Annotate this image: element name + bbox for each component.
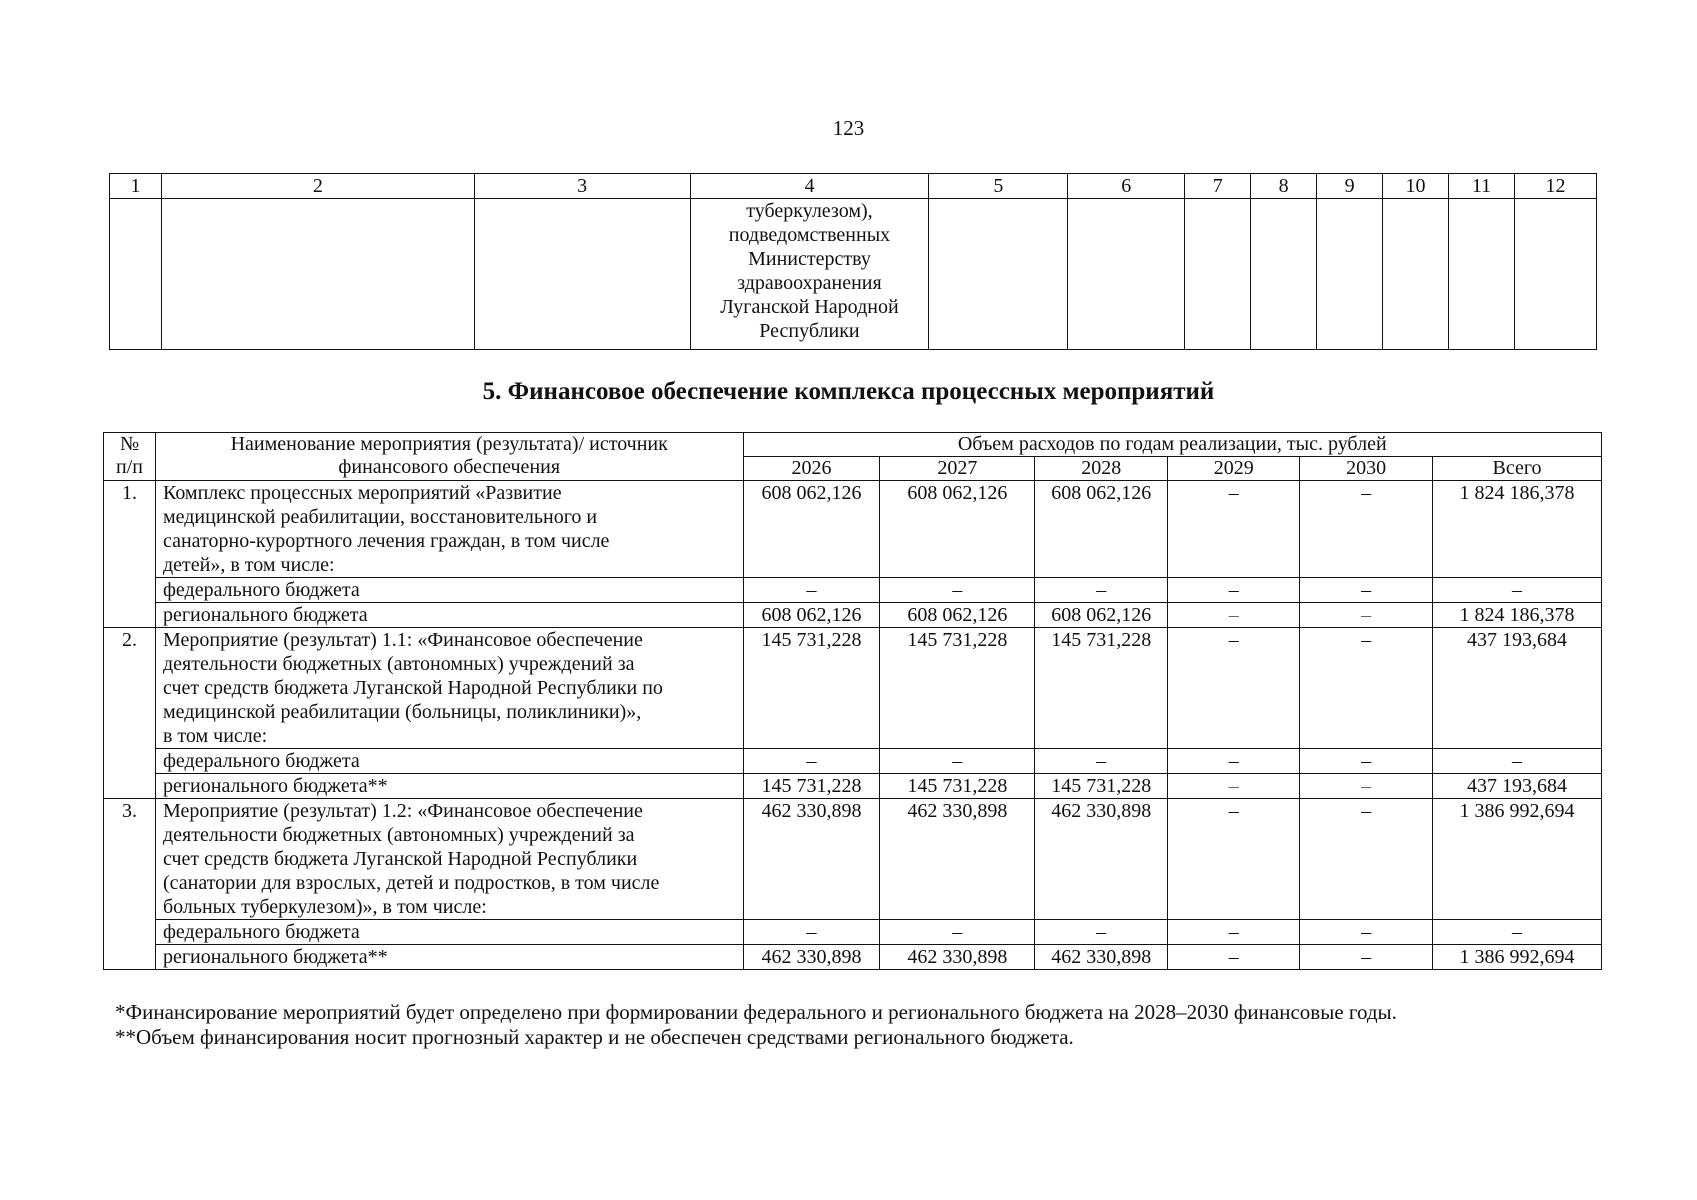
executor-cell [690, 199, 929, 350]
table-row [110, 199, 1597, 350]
value-cell: 145 731,228 [880, 628, 1035, 749]
value-cell: – [1300, 799, 1433, 920]
table-row [104, 945, 1602, 970]
table-cell [474, 199, 690, 350]
value-cell: – [1168, 749, 1300, 774]
header-line: № [119, 433, 140, 455]
text-line: Луганской Народной [720, 296, 899, 318]
value-cell: – [1300, 945, 1433, 970]
value-cell: 608 062,126 [743, 481, 880, 578]
value-cell: – [1035, 749, 1168, 774]
value-cell: 462 330,898 [743, 799, 880, 920]
year-header: 2026 [743, 457, 880, 481]
name-header [155, 433, 743, 481]
value-cell: – [1300, 920, 1433, 945]
text-line: медицинской реабилитации (больницы, поликлиники)», [162, 701, 642, 723]
text-line: Министерству [748, 248, 871, 270]
value-cell: – [1168, 920, 1300, 945]
text-line: Мероприятие (результат) 1.1: «Финансовое обеспечение [162, 629, 643, 651]
column-number: 11 [1449, 174, 1515, 199]
value-cell: – [1300, 749, 1433, 774]
total-cell: 1 824 186,378 [1433, 481, 1602, 578]
value-cell: – [743, 749, 880, 774]
value-cell: – [1168, 945, 1300, 970]
number-header [104, 433, 156, 481]
year-header: 2028 [1035, 457, 1168, 481]
value-cell: – [743, 920, 880, 945]
column-number: 9 [1317, 174, 1383, 199]
value-cell: – [1035, 920, 1168, 945]
volume-header: Объем расходов по годам реализации, тыс. рублей [743, 433, 1601, 457]
value-cell: 462 330,898 [1035, 945, 1168, 970]
source-label: федерального бюджета [155, 749, 743, 774]
total-cell: – [1433, 578, 1602, 603]
header-line: финансового обеспечения [338, 456, 561, 478]
value-cell: – [1300, 481, 1433, 578]
row-number: 3. [104, 799, 156, 970]
total-cell: – [1433, 749, 1602, 774]
total-cell: 1 386 992,694 [1433, 799, 1602, 920]
value-cell: – [1168, 774, 1300, 799]
total-cell: 1 824 186,378 [1433, 603, 1602, 628]
value-cell: – [1168, 481, 1300, 578]
column-number: 6 [1068, 174, 1185, 199]
page-number: 123 [832, 116, 865, 140]
table-row [104, 774, 1602, 799]
text-line: детей», в том числе: [162, 554, 335, 576]
value-cell: 145 731,228 [1035, 628, 1168, 749]
source-label: регионального бюджета [155, 603, 743, 628]
text-line: больных туберкулезом)», в том числе: [162, 896, 487, 918]
header-line: Наименование мероприятия (результата)/ источник [230, 433, 668, 455]
column-number: 5 [929, 174, 1068, 199]
text-line: в том числе: [162, 725, 268, 747]
value-cell: 145 731,228 [743, 628, 880, 749]
total-header: Всего [1433, 457, 1602, 481]
column-number: 1 [110, 174, 162, 199]
column-number: 7 [1185, 174, 1251, 199]
value-cell: 608 062,126 [1035, 603, 1168, 628]
source-label: федерального бюджета [155, 578, 743, 603]
header-line: п/п [116, 456, 143, 478]
item-name [155, 481, 743, 578]
year-header: 2027 [880, 457, 1035, 481]
text-line: туберкулезом), [746, 200, 873, 222]
value-cell: 608 062,126 [880, 481, 1035, 578]
text-line: (санатории для взрослых, детей и подростков, в том числе [162, 872, 660, 894]
text-line: Мероприятие (результат) 1.2: «Финансовое обеспечение [162, 800, 643, 822]
item-name [155, 628, 743, 749]
total-cell: – [1433, 920, 1602, 945]
table-row [104, 603, 1602, 628]
value-cell: – [880, 920, 1035, 945]
footnote: *Финансирование мероприятий будет определено при формировании федерального и регионального бюджета на 2028–2030 финансовые годы. [115, 1000, 1397, 1024]
source-label: федерального бюджета [155, 920, 743, 945]
value-cell: – [880, 578, 1035, 603]
value-cell: – [880, 749, 1035, 774]
text-line: здравоохранения [737, 272, 882, 294]
table-row [104, 481, 1602, 578]
section-title: 5. Финансовое обеспечение комплекса процессных мероприятий [482, 378, 1215, 405]
value-cell: – [1300, 578, 1433, 603]
column-number: 8 [1251, 174, 1317, 199]
value-cell: – [1168, 799, 1300, 920]
value-cell: – [743, 578, 880, 603]
value-cell: – [1035, 578, 1168, 603]
item-name [155, 799, 743, 920]
value-cell: 462 330,898 [1035, 799, 1168, 920]
text-line: Республики [759, 320, 860, 342]
table-row [104, 749, 1602, 774]
column-number: 2 [161, 174, 474, 199]
value-cell: 608 062,126 [880, 603, 1035, 628]
table-cell [929, 199, 1068, 350]
year-header: 2030 [1300, 457, 1433, 481]
total-cell: 437 193,684 [1433, 774, 1602, 799]
table-cell [1251, 199, 1317, 350]
value-cell: – [1300, 628, 1433, 749]
finance-table [103, 432, 1602, 970]
value-cell: 145 731,228 [1035, 774, 1168, 799]
table-cell [1514, 199, 1596, 350]
table-cell [110, 199, 162, 350]
table-row [104, 920, 1602, 945]
text-line: счет средств бюджета Луганской Народной Республики [162, 848, 638, 870]
header-row [104, 433, 1602, 457]
text-line: медицинской реабилитации, восстановительного и [162, 506, 598, 528]
value-cell: 462 330,898 [880, 799, 1035, 920]
value-cell: – [1300, 603, 1433, 628]
table-row [104, 578, 1602, 603]
table-cell [1185, 199, 1251, 350]
value-cell: 462 330,898 [743, 945, 880, 970]
row-number: 1. [104, 481, 156, 628]
column-number-row [110, 174, 1597, 199]
column-number: 12 [1514, 174, 1596, 199]
table-cell [1068, 199, 1185, 350]
text-line: Комплекс процессных мероприятий «Развитие [162, 482, 562, 504]
table-row [104, 628, 1602, 749]
value-cell: – [1168, 603, 1300, 628]
table-cell [1449, 199, 1515, 350]
value-cell: 145 731,228 [743, 774, 880, 799]
value-cell: – [1168, 628, 1300, 749]
value-cell: 608 062,126 [743, 603, 880, 628]
text-line: подведомственных [728, 224, 891, 246]
source-label: регионального бюджета** [155, 774, 743, 799]
continuation-table [109, 173, 1597, 350]
value-cell: 145 731,228 [880, 774, 1035, 799]
total-cell: 1 386 992,694 [1433, 945, 1602, 970]
footnotes [115, 1000, 1591, 1050]
text-line: счет средств бюджета Луганской Народной Республики по [162, 677, 663, 699]
value-cell: – [1168, 578, 1300, 603]
table-cell [1383, 199, 1449, 350]
column-number: 10 [1383, 174, 1449, 199]
table-row [104, 799, 1602, 920]
footnote: **Объем финансирования носит прогнозный характер и не обеспечен средствами регионального бюджета. [115, 1025, 1074, 1049]
text-line: деятельности бюджетных (автономных) учреждений за [162, 824, 635, 846]
column-number: 4 [690, 174, 929, 199]
source-label: регионального бюджета** [155, 945, 743, 970]
value-cell: 608 062,126 [1035, 481, 1168, 578]
value-cell: 462 330,898 [880, 945, 1035, 970]
text-line: деятельности бюджетных (автономных) учреждений за [162, 653, 635, 675]
total-cell: 437 193,684 [1433, 628, 1602, 749]
table-cell [161, 199, 474, 350]
table-cell [1317, 199, 1383, 350]
column-number: 3 [474, 174, 690, 199]
text-line: санаторно-курортного лечения граждан, в том числе [162, 530, 610, 552]
row-number: 2. [104, 628, 156, 799]
year-header: 2029 [1168, 457, 1300, 481]
value-cell: – [1300, 774, 1433, 799]
